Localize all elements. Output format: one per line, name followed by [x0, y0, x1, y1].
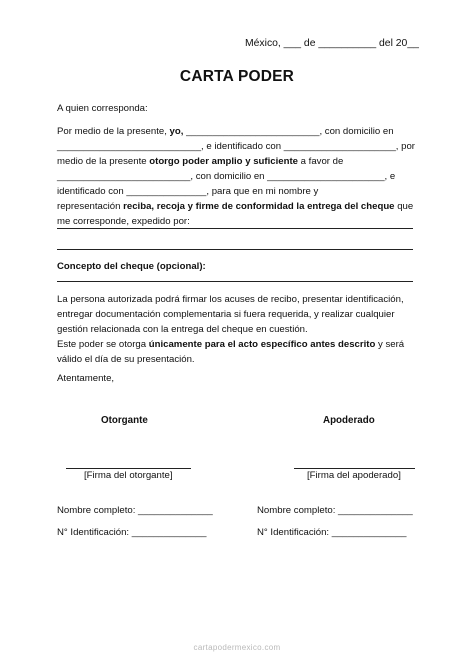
body-text: _________________________, con domicilio en — [183, 126, 394, 137]
para1-line-1: La persona autorizada podrá firmar los acuses de recibo, presentar identificación, — [57, 294, 404, 305]
document-title: CARTA PODER — [179, 68, 295, 85]
para1-line-2: entregar documentación complementaria si fuera requerida, y realizar cualquier — [57, 309, 395, 320]
body-text: a favor de — [297, 156, 344, 167]
para2-line-2: válido el día de su presentación. — [57, 354, 195, 365]
otorgante-id-number: N° Identificación: ______________ — [57, 527, 207, 538]
body-line-4: _________________________, con domicilio en ______________________, e — [57, 171, 396, 182]
para2-line-1 — [57, 337, 404, 352]
body-line-6 — [57, 199, 413, 214]
otorgante-full-name: Nombre completo: ______________ — [57, 505, 213, 516]
otorgante-signature-line — [66, 468, 191, 469]
para1-line-3: gestión relacionada con la entrega del cheque en cuestión. — [57, 324, 308, 335]
body-bold-text: reciba, recoja y firme de conformidad la entrega del cheque — [123, 201, 395, 212]
body-text: y será — [375, 339, 405, 350]
apoderado-signature-line — [294, 468, 415, 469]
body-text: Este poder se otorga — [57, 339, 149, 350]
footer-watermark: cartapodermexico.com — [193, 643, 281, 652]
date-line: México, ___ de __________ del 20__ — [245, 38, 419, 49]
greeting: A quien corresponda: — [57, 103, 148, 114]
body-bold-text: yo, — [169, 126, 184, 137]
apoderado-signature-caption: [Firma del apoderado] — [307, 470, 401, 481]
apoderado-heading: Apoderado — [323, 415, 375, 426]
body-text: Por medio de la presente, — [57, 126, 170, 137]
blank-line — [57, 281, 413, 282]
body-bold-text: únicamente para el acto específico antes descrito — [148, 339, 376, 350]
blank-line — [57, 249, 413, 250]
body-text: representación — [57, 201, 124, 212]
body-line-1 — [57, 124, 394, 139]
concept-label: Concepto del cheque (opcional): — [57, 261, 206, 272]
apoderado-full-name: Nombre completo: ______________ — [257, 505, 413, 516]
body-line-5: identificado con _______________, para que en mi nombre y — [57, 186, 319, 197]
body-line-7: me corresponde, expedido por: — [57, 216, 190, 227]
blank-line — [57, 228, 413, 229]
closing: Atentamente, — [57, 373, 115, 384]
body-text: medio de la presente — [57, 156, 150, 167]
otorgante-heading: Otorgante — [101, 415, 148, 426]
body-line-2: ___________________________, e identificado con _____________________, por — [57, 141, 415, 152]
body-line-3 — [57, 154, 343, 169]
otorgante-signature-caption: [Firma del otorgante] — [84, 470, 173, 481]
apoderado-id-number: N° Identificación: ______________ — [257, 527, 407, 538]
body-bold-text: otorgo poder amplio y suficiente — [149, 156, 298, 167]
body-text: que — [394, 201, 414, 212]
